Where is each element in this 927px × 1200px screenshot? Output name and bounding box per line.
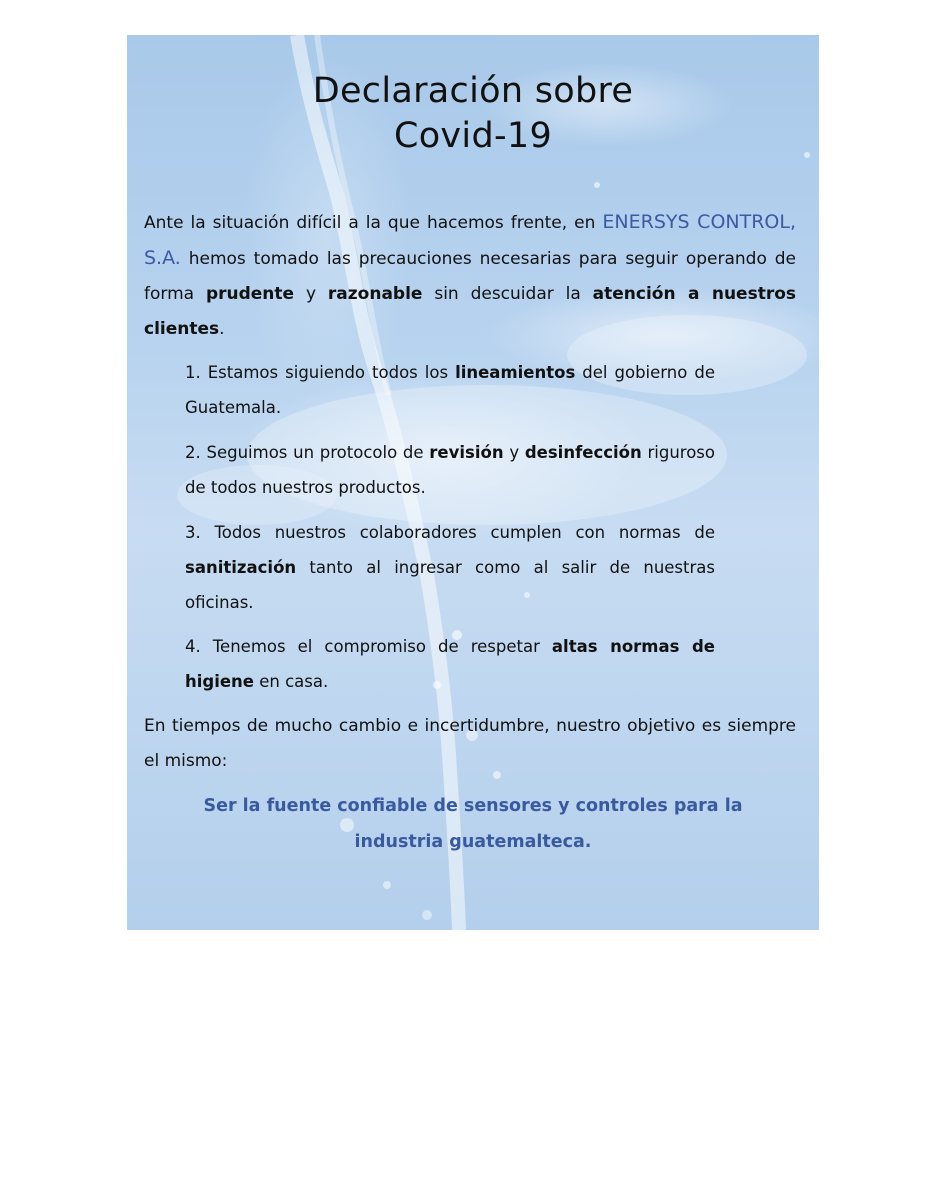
- page-title: [127, 69, 819, 159]
- intro-text-2: hemos tomado las precauciones necesarias para seguir operando de forma: [144, 249, 796, 304]
- item-3-text-2: tanto al ingresar como al salir de nuestras oficinas.: [185, 558, 715, 612]
- item-2-text-1: 2. Seguimos un protocolo de: [185, 443, 430, 462]
- intro-bold-atencion: atención a nuestros clientes: [144, 284, 797, 339]
- list-item: [185, 515, 715, 620]
- title-line-2: Covid-19: [393, 116, 553, 156]
- item-4-text-2: en casa.: [254, 672, 329, 691]
- title-line-1: Declaración sobre: [312, 71, 634, 111]
- company-name: ENERSYS CONTROL, S.A.: [144, 211, 797, 269]
- item-2-bold-1: revisión: [429, 443, 504, 462]
- item-2-text-2: y: [503, 443, 525, 462]
- intro-bold-prudente: prudente: [205, 284, 295, 304]
- item-4-text-1: 4. Tenemos el compromiso de respetar: [185, 637, 552, 656]
- intro-text-1: Ante la situación difícil a la que hacemos frente, en: [144, 213, 603, 233]
- item-2-bold-2: desinfección: [524, 443, 642, 462]
- intro-paragraph: [144, 205, 796, 347]
- company-motto: Ser la fuente confiable de sensores y controles para la industria guatemalteca.: [203, 796, 743, 852]
- list-item: [185, 355, 715, 425]
- intro-text-5: .: [219, 319, 225, 339]
- closing-paragraph: En tiempos de mucho cambio e incertidumbre, nuestro objetivo es siempre el mismo:: [144, 716, 796, 771]
- item-1-text-2: del gobierno de Guatemala.: [185, 363, 715, 417]
- intro-bold-razonable: razonable: [327, 284, 423, 304]
- item-1-text-1: 1. Estamos siguiendo todos los: [185, 363, 456, 382]
- intro-text-3: y: [294, 284, 328, 304]
- item-1-bold: lineamientos: [455, 363, 576, 382]
- item-3-text-1: 3. Todos nuestros colaboradores cumplen con normas de: [185, 523, 715, 542]
- list-item: [185, 435, 715, 505]
- declaration-card: [127, 35, 819, 930]
- item-2-text-3: riguroso de todos nuestros productos.: [185, 443, 715, 497]
- item-4-bold: altas normas de higiene: [185, 637, 715, 691]
- intro-text-4: sin descuidar la: [422, 284, 593, 304]
- list-item: [185, 629, 715, 699]
- item-3-bold: sanitización: [185, 558, 297, 577]
